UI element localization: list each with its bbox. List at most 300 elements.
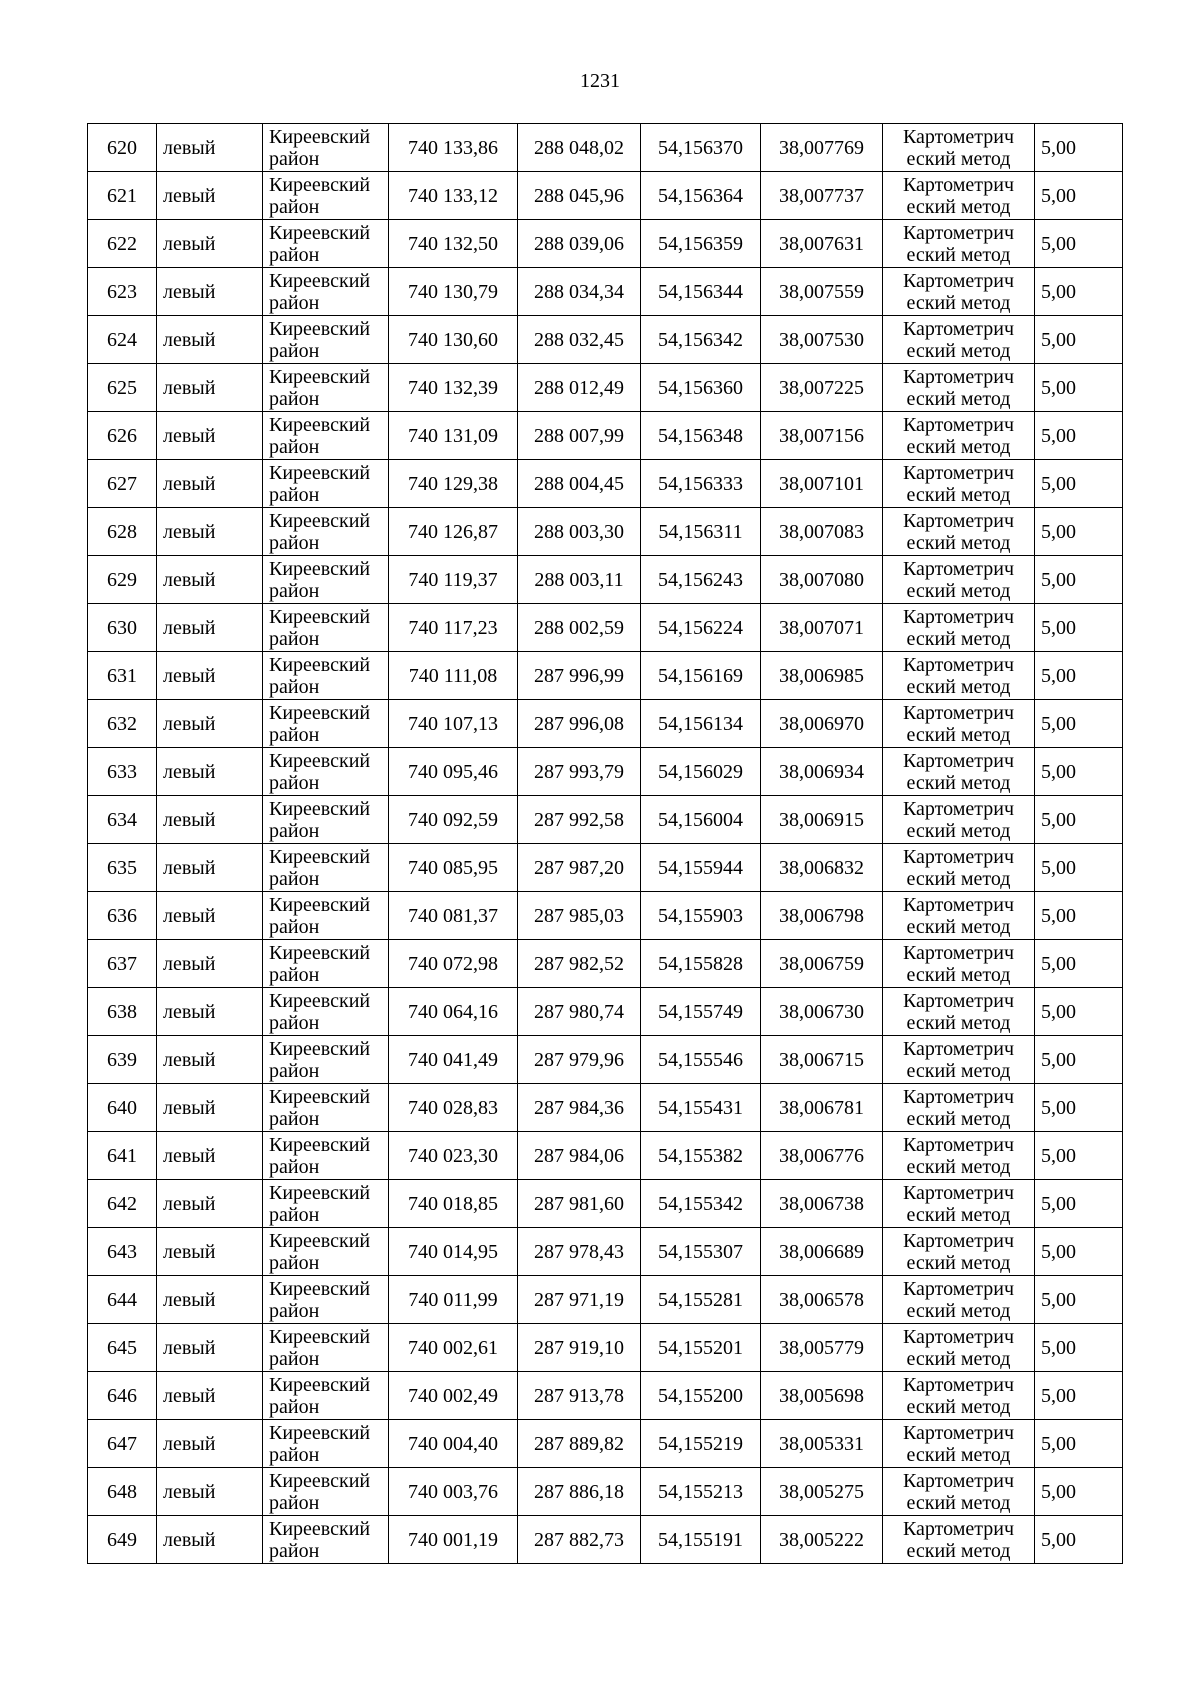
y-coordinate-cell: 287 913,78	[518, 1372, 641, 1420]
side-cell: левый	[157, 700, 263, 748]
x-coordinate-cell: 740 133,86	[389, 124, 518, 172]
district-cell-line: район	[269, 531, 320, 554]
point-number-cell: 636	[88, 892, 157, 940]
longitude-cell: 38,006776	[761, 1132, 883, 1180]
longitude-cell: 38,006798	[761, 892, 883, 940]
method-cell-line: Картометрич	[902, 1229, 1015, 1252]
method-cell	[883, 1420, 1035, 1468]
district-cell	[263, 508, 389, 556]
method-cell-line: еский метод	[906, 867, 1011, 890]
district-cell	[263, 124, 389, 172]
method-cell-line: еский метод	[906, 1395, 1011, 1418]
method-cell-line: Картометрич	[902, 1421, 1015, 1444]
method-cell-line: еский метод	[906, 819, 1011, 842]
district-cell-line: район	[269, 195, 320, 218]
district-cell	[263, 364, 389, 412]
district-cell	[263, 700, 389, 748]
latitude-cell: 54,155944	[641, 844, 761, 892]
point-number-cell: 641	[88, 1132, 157, 1180]
district-cell-line: Киреевский	[269, 653, 371, 676]
method-cell	[883, 268, 1035, 316]
district-cell-line: Киреевский	[269, 269, 371, 292]
longitude-cell: 38,005275	[761, 1468, 883, 1516]
y-coordinate-cell: 287 996,99	[518, 652, 641, 700]
latitude-cell: 54,156364	[641, 172, 761, 220]
accuracy-cell: 5,00	[1035, 892, 1123, 940]
district-cell-line: Киреевский	[269, 413, 371, 436]
longitude-cell: 38,007737	[761, 172, 883, 220]
side-cell: левый	[157, 1420, 263, 1468]
x-coordinate-cell: 740 041,49	[389, 1036, 518, 1084]
accuracy-cell: 5,00	[1035, 1276, 1123, 1324]
side-cell: левый	[157, 1180, 263, 1228]
method-cell-line: Картометрич	[902, 797, 1015, 820]
district-cell-line: район	[269, 387, 320, 410]
point-number-cell: 627	[88, 460, 157, 508]
method-cell-line: еский метод	[906, 243, 1011, 266]
side-cell: левый	[157, 652, 263, 700]
side-cell: левый	[157, 1372, 263, 1420]
district-cell-line: район	[269, 723, 320, 746]
x-coordinate-cell: 740 131,09	[389, 412, 518, 460]
table-row	[88, 1180, 1123, 1228]
district-cell-line: район	[269, 1539, 320, 1562]
district-cell-line: Киреевский	[269, 1421, 371, 1444]
side-cell: левый	[157, 940, 263, 988]
side-cell: левый	[157, 508, 263, 556]
district-cell-line: район	[269, 1299, 320, 1322]
method-cell	[883, 700, 1035, 748]
accuracy-cell: 5,00	[1035, 700, 1123, 748]
table-row	[88, 508, 1123, 556]
table-row	[88, 892, 1123, 940]
method-cell-line: еский метод	[906, 483, 1011, 506]
latitude-cell: 54,155828	[641, 940, 761, 988]
district-cell	[263, 652, 389, 700]
method-cell-line: еский метод	[906, 387, 1011, 410]
district-cell	[263, 316, 389, 364]
latitude-cell: 54,156311	[641, 508, 761, 556]
y-coordinate-cell: 288 003,11	[518, 556, 641, 604]
accuracy-cell: 5,00	[1035, 1468, 1123, 1516]
method-cell-line: еский метод	[906, 1251, 1011, 1274]
district-cell-line: Киреевский	[269, 893, 371, 916]
point-number-cell: 626	[88, 412, 157, 460]
district-cell-line: Киреевский	[269, 1229, 371, 1252]
district-cell-line: район	[269, 1203, 320, 1226]
table-row	[88, 700, 1123, 748]
method-cell	[883, 364, 1035, 412]
accuracy-cell: 5,00	[1035, 1324, 1123, 1372]
y-coordinate-cell: 287 987,20	[518, 844, 641, 892]
district-cell-line: Киреевский	[269, 509, 371, 532]
point-number-cell: 622	[88, 220, 157, 268]
latitude-cell: 54,155382	[641, 1132, 761, 1180]
district-cell-line: Киреевский	[269, 125, 371, 148]
x-coordinate-cell: 740 092,59	[389, 796, 518, 844]
method-cell	[883, 1468, 1035, 1516]
y-coordinate-cell: 288 003,30	[518, 508, 641, 556]
side-cell: левый	[157, 124, 263, 172]
y-coordinate-cell: 287 971,19	[518, 1276, 641, 1324]
y-coordinate-cell: 288 045,96	[518, 172, 641, 220]
table-row	[88, 1276, 1123, 1324]
district-cell-line: район	[269, 291, 320, 314]
method-cell	[883, 1324, 1035, 1372]
district-cell-line: район	[269, 675, 320, 698]
method-cell-line: Картометрич	[902, 413, 1015, 436]
x-coordinate-cell: 740 014,95	[389, 1228, 518, 1276]
x-coordinate-cell: 740 126,87	[389, 508, 518, 556]
district-cell-line: район	[269, 147, 320, 170]
method-cell-line: Картометрич	[902, 701, 1015, 724]
side-cell: левый	[157, 1324, 263, 1372]
y-coordinate-cell: 288 034,34	[518, 268, 641, 316]
side-cell: левый	[157, 1468, 263, 1516]
point-number-cell: 623	[88, 268, 157, 316]
latitude-cell: 54,155431	[641, 1084, 761, 1132]
point-number-cell: 631	[88, 652, 157, 700]
district-cell	[263, 412, 389, 460]
method-cell-line: Картометрич	[902, 1181, 1015, 1204]
latitude-cell: 54,155213	[641, 1468, 761, 1516]
table-row	[88, 460, 1123, 508]
table-row	[88, 556, 1123, 604]
longitude-cell: 38,007769	[761, 124, 883, 172]
x-coordinate-cell: 740 130,79	[389, 268, 518, 316]
longitude-cell: 38,006730	[761, 988, 883, 1036]
longitude-cell: 38,006578	[761, 1276, 883, 1324]
latitude-cell: 54,155546	[641, 1036, 761, 1084]
method-cell-line: еский метод	[906, 1011, 1011, 1034]
district-cell	[263, 1132, 389, 1180]
method-cell	[883, 1036, 1035, 1084]
district-cell	[263, 844, 389, 892]
latitude-cell: 54,156134	[641, 700, 761, 748]
district-cell	[263, 1180, 389, 1228]
district-cell	[263, 940, 389, 988]
table-row	[88, 748, 1123, 796]
y-coordinate-cell: 288 007,99	[518, 412, 641, 460]
point-number-cell: 649	[88, 1516, 157, 1564]
method-cell-line: Картометрич	[902, 557, 1015, 580]
table-row	[88, 316, 1123, 364]
district-cell-line: Киреевский	[269, 701, 371, 724]
x-coordinate-cell: 740 002,49	[389, 1372, 518, 1420]
table-row	[88, 364, 1123, 412]
district-cell	[263, 748, 389, 796]
x-coordinate-cell: 740 132,39	[389, 364, 518, 412]
y-coordinate-cell: 287 982,52	[518, 940, 641, 988]
x-coordinate-cell: 740 111,08	[389, 652, 518, 700]
y-coordinate-cell: 287 984,06	[518, 1132, 641, 1180]
method-cell-line: еский метод	[906, 723, 1011, 746]
y-coordinate-cell: 287 985,03	[518, 892, 641, 940]
latitude-cell: 54,156360	[641, 364, 761, 412]
x-coordinate-cell: 740 081,37	[389, 892, 518, 940]
point-number-cell: 639	[88, 1036, 157, 1084]
x-coordinate-cell: 740 129,38	[389, 460, 518, 508]
y-coordinate-cell: 287 886,18	[518, 1468, 641, 1516]
district-cell	[263, 460, 389, 508]
district-cell	[263, 988, 389, 1036]
table-row	[88, 844, 1123, 892]
district-cell-line: район	[269, 1347, 320, 1370]
district-cell	[263, 220, 389, 268]
district-cell-line: Киреевский	[269, 1469, 371, 1492]
district-cell	[263, 1276, 389, 1324]
longitude-cell: 38,006738	[761, 1180, 883, 1228]
district-cell-line: Киреевский	[269, 1133, 371, 1156]
district-cell-line: Киреевский	[269, 1277, 371, 1300]
accuracy-cell: 5,00	[1035, 1516, 1123, 1564]
method-cell-line: Картометрич	[902, 989, 1015, 1012]
table-row	[88, 940, 1123, 988]
x-coordinate-cell: 740 002,61	[389, 1324, 518, 1372]
longitude-cell: 38,007631	[761, 220, 883, 268]
method-cell-line: еский метод	[906, 1443, 1011, 1466]
district-cell-line: Киреевский	[269, 221, 371, 244]
table-row	[88, 1036, 1123, 1084]
district-cell-line: Киреевский	[269, 845, 371, 868]
method-cell-line: еский метод	[906, 579, 1011, 602]
district-cell	[263, 1324, 389, 1372]
y-coordinate-cell: 287 993,79	[518, 748, 641, 796]
latitude-cell: 54,156348	[641, 412, 761, 460]
y-coordinate-cell: 287 980,74	[518, 988, 641, 1036]
latitude-cell: 54,156224	[641, 604, 761, 652]
x-coordinate-cell: 740 011,99	[389, 1276, 518, 1324]
longitude-cell: 38,005779	[761, 1324, 883, 1372]
latitude-cell: 54,155219	[641, 1420, 761, 1468]
district-cell-line: район	[269, 1059, 320, 1082]
accuracy-cell: 5,00	[1035, 124, 1123, 172]
longitude-cell: 38,006934	[761, 748, 883, 796]
method-cell	[883, 748, 1035, 796]
district-cell	[263, 1228, 389, 1276]
method-cell-line: еский метод	[906, 339, 1011, 362]
table-body	[88, 124, 1123, 1564]
district-cell-line: Киреевский	[269, 365, 371, 388]
x-coordinate-cell: 740 001,19	[389, 1516, 518, 1564]
method-cell-line: еский метод	[906, 627, 1011, 650]
longitude-cell: 38,005222	[761, 1516, 883, 1564]
district-cell-line: район	[269, 483, 320, 506]
district-cell	[263, 1372, 389, 1420]
district-cell	[263, 1468, 389, 1516]
method-cell	[883, 988, 1035, 1036]
method-cell	[883, 460, 1035, 508]
district-cell-line: район	[269, 243, 320, 266]
method-cell-line: Картометрич	[902, 125, 1015, 148]
side-cell: левый	[157, 1084, 263, 1132]
method-cell-line: еский метод	[906, 963, 1011, 986]
method-cell-line: еский метод	[906, 1107, 1011, 1130]
district-cell-line: Киреевский	[269, 1373, 371, 1396]
y-coordinate-cell: 287 984,36	[518, 1084, 641, 1132]
latitude-cell: 54,156370	[641, 124, 761, 172]
method-cell-line: еский метод	[906, 435, 1011, 458]
district-cell-line: район	[269, 435, 320, 458]
longitude-cell: 38,006715	[761, 1036, 883, 1084]
method-cell-line: еский метод	[906, 1203, 1011, 1226]
method-cell-line: Картометрич	[902, 653, 1015, 676]
accuracy-cell: 5,00	[1035, 748, 1123, 796]
table-row	[88, 124, 1123, 172]
accuracy-cell: 5,00	[1035, 1132, 1123, 1180]
side-cell: левый	[157, 460, 263, 508]
longitude-cell: 38,006915	[761, 796, 883, 844]
method-cell-line: Картометрич	[902, 1037, 1015, 1060]
method-cell-line: еский метод	[906, 1539, 1011, 1562]
method-cell-line: Картометрич	[902, 1325, 1015, 1348]
method-cell-line: Картометрич	[902, 461, 1015, 484]
x-coordinate-cell: 740 003,76	[389, 1468, 518, 1516]
district-cell-line: район	[269, 1011, 320, 1034]
district-cell	[263, 268, 389, 316]
district-cell-line: Киреевский	[269, 1517, 371, 1540]
longitude-cell: 38,007225	[761, 364, 883, 412]
point-number-cell: 645	[88, 1324, 157, 1372]
accuracy-cell: 5,00	[1035, 316, 1123, 364]
x-coordinate-cell: 740 085,95	[389, 844, 518, 892]
longitude-cell: 38,007080	[761, 556, 883, 604]
district-cell	[263, 1420, 389, 1468]
method-cell	[883, 220, 1035, 268]
longitude-cell: 38,006985	[761, 652, 883, 700]
district-cell	[263, 556, 389, 604]
x-coordinate-cell: 740 133,12	[389, 172, 518, 220]
side-cell: левый	[157, 1276, 263, 1324]
x-coordinate-cell: 740 018,85	[389, 1180, 518, 1228]
accuracy-cell: 5,00	[1035, 172, 1123, 220]
latitude-cell: 54,155307	[641, 1228, 761, 1276]
y-coordinate-cell: 288 002,59	[518, 604, 641, 652]
method-cell-line: Картометрич	[902, 221, 1015, 244]
y-coordinate-cell: 287 981,60	[518, 1180, 641, 1228]
method-cell	[883, 940, 1035, 988]
latitude-cell: 54,156359	[641, 220, 761, 268]
method-cell	[883, 844, 1035, 892]
method-cell-line: еский метод	[906, 1491, 1011, 1514]
point-number-cell: 648	[88, 1468, 157, 1516]
district-cell	[263, 892, 389, 940]
side-cell: левый	[157, 892, 263, 940]
latitude-cell: 54,155281	[641, 1276, 761, 1324]
latitude-cell: 54,156004	[641, 796, 761, 844]
coordinates-table	[87, 123, 1123, 1564]
accuracy-cell: 5,00	[1035, 1228, 1123, 1276]
district-cell-line: район	[269, 339, 320, 362]
method-cell	[883, 556, 1035, 604]
table-row	[88, 172, 1123, 220]
district-cell-line: район	[269, 1443, 320, 1466]
accuracy-cell: 5,00	[1035, 844, 1123, 892]
method-cell-line: Картометрич	[902, 317, 1015, 340]
method-cell-line: Картометрич	[902, 1469, 1015, 1492]
latitude-cell: 54,156029	[641, 748, 761, 796]
accuracy-cell: 5,00	[1035, 940, 1123, 988]
latitude-cell: 54,155200	[641, 1372, 761, 1420]
x-coordinate-cell: 740 023,30	[389, 1132, 518, 1180]
side-cell: левый	[157, 172, 263, 220]
district-cell-line: район	[269, 1251, 320, 1274]
point-number-cell: 638	[88, 988, 157, 1036]
x-coordinate-cell: 740 132,50	[389, 220, 518, 268]
accuracy-cell: 5,00	[1035, 1036, 1123, 1084]
point-number-cell: 643	[88, 1228, 157, 1276]
side-cell: левый	[157, 796, 263, 844]
district-cell-line: Киреевский	[269, 749, 371, 772]
method-cell-line: еский метод	[906, 771, 1011, 794]
accuracy-cell: 5,00	[1035, 988, 1123, 1036]
method-cell	[883, 1516, 1035, 1564]
y-coordinate-cell: 287 889,82	[518, 1420, 641, 1468]
table-row	[88, 796, 1123, 844]
x-coordinate-cell: 740 130,60	[389, 316, 518, 364]
district-cell-line: Киреевский	[269, 557, 371, 580]
method-cell-line: Картометрич	[902, 1373, 1015, 1396]
y-coordinate-cell: 287 882,73	[518, 1516, 641, 1564]
district-cell	[263, 604, 389, 652]
point-number-cell: 625	[88, 364, 157, 412]
side-cell: левый	[157, 268, 263, 316]
method-cell	[883, 316, 1035, 364]
district-cell	[263, 1036, 389, 1084]
accuracy-cell: 5,00	[1035, 508, 1123, 556]
side-cell: левый	[157, 748, 263, 796]
table-row	[88, 652, 1123, 700]
table-row	[88, 220, 1123, 268]
method-cell-line: еский метод	[906, 291, 1011, 314]
district-cell-line: Киреевский	[269, 1085, 371, 1108]
point-number-cell: 646	[88, 1372, 157, 1420]
point-number-cell: 621	[88, 172, 157, 220]
x-coordinate-cell: 740 004,40	[389, 1420, 518, 1468]
point-number-cell: 633	[88, 748, 157, 796]
method-cell-line: Картометрич	[902, 749, 1015, 772]
table-row	[88, 604, 1123, 652]
district-cell-line: Киреевский	[269, 941, 371, 964]
method-cell-line: Картометрич	[902, 893, 1015, 916]
district-cell-line: район	[269, 915, 320, 938]
accuracy-cell: 5,00	[1035, 220, 1123, 268]
accuracy-cell: 5,00	[1035, 1372, 1123, 1420]
accuracy-cell: 5,00	[1035, 460, 1123, 508]
table-row	[88, 1516, 1123, 1564]
y-coordinate-cell: 287 979,96	[518, 1036, 641, 1084]
method-cell-line: еский метод	[906, 1059, 1011, 1082]
district-cell-line: Киреевский	[269, 1325, 371, 1348]
method-cell-line: Картометрич	[902, 509, 1015, 532]
longitude-cell: 38,005698	[761, 1372, 883, 1420]
district-cell-line: район	[269, 1107, 320, 1130]
y-coordinate-cell: 288 004,45	[518, 460, 641, 508]
district-cell-line: Киреевский	[269, 1181, 371, 1204]
longitude-cell: 38,006759	[761, 940, 883, 988]
table-row	[88, 1084, 1123, 1132]
latitude-cell: 54,156169	[641, 652, 761, 700]
district-cell-line: район	[269, 627, 320, 650]
method-cell	[883, 124, 1035, 172]
y-coordinate-cell: 287 996,08	[518, 700, 641, 748]
latitude-cell: 54,155342	[641, 1180, 761, 1228]
method-cell	[883, 796, 1035, 844]
table-row	[88, 1228, 1123, 1276]
x-coordinate-cell: 740 117,23	[389, 604, 518, 652]
method-cell	[883, 1228, 1035, 1276]
district-cell-line: Киреевский	[269, 317, 371, 340]
